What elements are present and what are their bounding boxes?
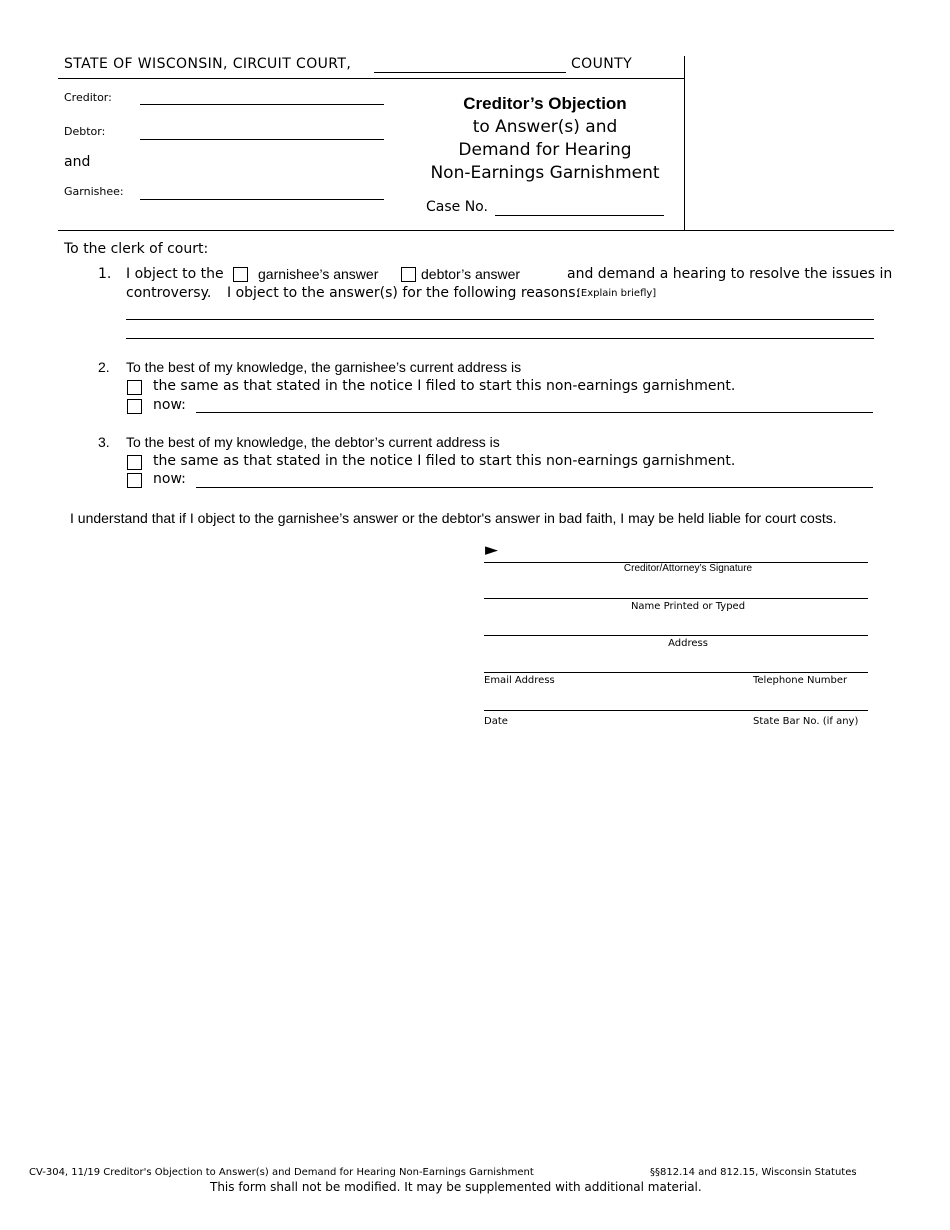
garnishee-answer-checkbox[interactable] bbox=[233, 267, 248, 282]
debtor-label: Debtor: bbox=[64, 125, 106, 138]
reasons-line-2[interactable] bbox=[126, 338, 874, 339]
debtor-address-same-label: the same as that stated in the notice I filed to start this non-earnings garnishment. bbox=[153, 453, 736, 469]
form-title-line4: Non-Earnings Garnishment bbox=[430, 163, 660, 183]
garnishee-field[interactable] bbox=[140, 199, 384, 200]
county-label: COUNTY bbox=[571, 56, 633, 72]
name-printed-label: Name Printed or Typed bbox=[630, 601, 746, 612]
item3-number: 3. bbox=[98, 434, 110, 450]
telephone-label: Telephone Number bbox=[753, 675, 848, 686]
garnishee-address-now-checkbox[interactable] bbox=[127, 399, 142, 414]
form-id-footer: CV-304, 11/19 Creditor's Objection to Answer(s) and Demand for Hearing Non-Earnings Garnishment bbox=[29, 1167, 534, 1178]
email-label: Email Address bbox=[484, 675, 555, 686]
court-label: STATE OF WISCONSIN, CIRCUIT COURT, bbox=[64, 56, 352, 72]
case-no-label: Case No. bbox=[426, 199, 488, 215]
debtor-address-now-label: now: bbox=[153, 471, 186, 487]
address-label: Address bbox=[668, 638, 708, 649]
debtor-answer-label: debtor’s answer bbox=[421, 266, 521, 282]
garnishee-address-same-checkbox[interactable] bbox=[127, 380, 142, 395]
name-printed-field[interactable] bbox=[484, 598, 868, 599]
debtor-field[interactable] bbox=[140, 139, 384, 140]
garnishee-address-same-label: the same as that stated in the notice I filed to start this non-earnings garnishment. bbox=[153, 378, 736, 394]
garnishee-address-now-label: now: bbox=[153, 397, 186, 413]
and-label: and bbox=[64, 154, 91, 170]
state-bar-label: State Bar No. (if any) bbox=[753, 716, 859, 727]
form-title-line2: to Answer(s) and bbox=[472, 117, 618, 137]
explain-briefly-hint: [Explain briefly] bbox=[577, 288, 657, 299]
modification-notice: This form shall not be modified. It may be supplemented with additional material. bbox=[210, 1180, 702, 1194]
creditor-field[interactable] bbox=[140, 104, 384, 105]
statutes-footer: §§812.14 and 812.15, Wisconsin Statutes bbox=[650, 1167, 857, 1178]
county-name-field[interactable] bbox=[374, 72, 566, 73]
debtor-answer-checkbox[interactable] bbox=[401, 267, 416, 282]
to-clerk-label: To the clerk of court: bbox=[64, 241, 209, 257]
item1-controversy: controversy. bbox=[126, 285, 212, 301]
item1-suffix: and demand a hearing to resolve the issues in bbox=[567, 266, 893, 282]
item2-text: To the best of my knowledge, the garnishee’s current address is bbox=[126, 359, 522, 375]
creditor-label: Creditor: bbox=[64, 91, 112, 104]
signature-label: Creditor/Attorney’s Signature bbox=[623, 563, 753, 574]
item1-reasons: I object to the answer(s) for the following reasons: bbox=[227, 285, 581, 301]
header-bottom-rule bbox=[58, 230, 894, 231]
case-no-field[interactable] bbox=[495, 215, 664, 216]
header-divider bbox=[58, 78, 684, 79]
garnishee-answer-label: garnishee’s answer bbox=[258, 266, 379, 282]
form-title-line3: Demand for Hearing bbox=[458, 140, 632, 160]
item1-number: 1. bbox=[98, 266, 112, 282]
debtor-new-address-field[interactable] bbox=[196, 487, 873, 488]
signature-arrow-icon: ► bbox=[485, 540, 499, 560]
address-field[interactable] bbox=[484, 635, 868, 636]
date-bar-field[interactable] bbox=[484, 710, 868, 711]
bad-faith-statement: I understand that if I object to the garnishee’s answer or the debtor's answer in bad faith, I may be held liable for court costs. bbox=[70, 510, 837, 526]
item3-text: To the best of my knowledge, the debtor’s current address is bbox=[126, 434, 500, 450]
reasons-line-1[interactable] bbox=[126, 319, 874, 320]
item1-prefix: I object to the bbox=[126, 266, 224, 282]
garnishee-label: Garnishee: bbox=[64, 185, 124, 198]
item2-number: 2. bbox=[98, 359, 110, 375]
date-label: Date bbox=[484, 716, 508, 727]
garnishee-new-address-field[interactable] bbox=[196, 412, 873, 413]
debtor-address-now-checkbox[interactable] bbox=[127, 473, 142, 488]
debtor-address-same-checkbox[interactable] bbox=[127, 455, 142, 470]
email-phone-field[interactable] bbox=[484, 672, 868, 673]
form-title-bold: Creditor’s Objection bbox=[463, 94, 627, 113]
